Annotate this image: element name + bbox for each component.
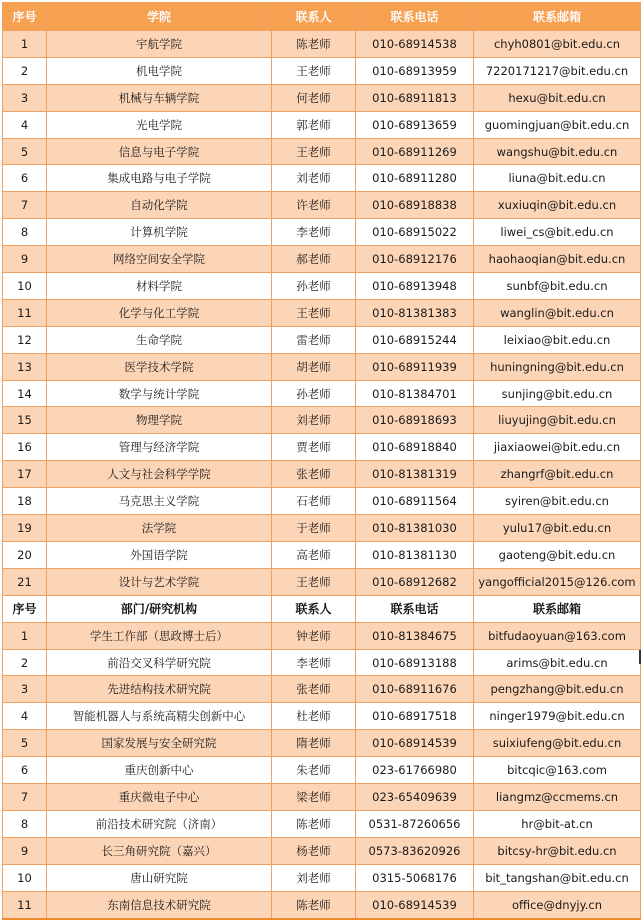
cell-contact: 张老师: [272, 461, 356, 488]
table-row: [3, 111, 641, 138]
cell-index: 17: [3, 461, 47, 488]
cell-unit: 材料学院: [47, 273, 272, 300]
table-row: [3, 84, 641, 111]
table-row: [3, 810, 641, 837]
table-row: [3, 138, 641, 165]
cell-unit: 国家发展与安全研究院: [47, 730, 272, 757]
header-phone: 联系电话: [356, 3, 474, 31]
cell-phone: 010-68915022: [356, 219, 474, 246]
cell-phone: 010-81384675: [356, 622, 474, 649]
cell-unit: 重庆微电子中心: [47, 784, 272, 811]
cell-contact: 刘老师: [272, 165, 356, 192]
cell-contact: 王老师: [272, 57, 356, 84]
cell-unit: 生命学院: [47, 326, 272, 353]
cell-unit: 前沿交叉科学研究院: [47, 649, 272, 676]
cell-email: yulu17@bit.edu.cn: [474, 515, 641, 542]
table-row: [3, 326, 641, 353]
cell-contact: 刘老师: [272, 864, 356, 891]
header-phone: 联系电话: [356, 595, 474, 622]
cell-email: gaoteng@bit.edu.cn: [474, 541, 641, 568]
cell-phone: 010-68911813: [356, 84, 474, 111]
cell-email: sunbf@bit.edu.cn: [474, 273, 641, 300]
cell-index: 9: [3, 246, 47, 273]
table-row: [3, 31, 641, 58]
cell-unit: 机电学院: [47, 57, 272, 84]
cell-email: office@dnyjy.cn: [474, 891, 641, 918]
cell-email: jiaxiaowei@bit.edu.cn: [474, 434, 641, 461]
cell-unit: 医学技术学院: [47, 353, 272, 380]
cell-unit: 计算机学院: [47, 219, 272, 246]
table-row: [3, 541, 641, 568]
header-index: 序号: [3, 3, 47, 31]
cell-phone: 010-68911676: [356, 676, 474, 703]
header-unit: 学院: [47, 3, 272, 31]
cell-phone: 010-68918693: [356, 407, 474, 434]
cell-contact: 许老师: [272, 192, 356, 219]
table-row: [3, 380, 641, 407]
cell-index: 4: [3, 703, 47, 730]
cell-index: 1: [3, 622, 47, 649]
cell-unit: 数学与统计学院: [47, 380, 272, 407]
cell-phone: 0573-83620926: [356, 837, 474, 864]
header-index: 序号: [3, 595, 47, 622]
cell-phone: 010-68911280: [356, 165, 474, 192]
cell-contact: 高老师: [272, 541, 356, 568]
cell-email: xuxiuqin@bit.edu.cn: [474, 192, 641, 219]
cell-contact: 钟老师: [272, 622, 356, 649]
cell-unit: 光电学院: [47, 111, 272, 138]
table-row: [3, 784, 641, 811]
cell-index: 1: [3, 31, 47, 58]
cell-index: 5: [3, 730, 47, 757]
cell-unit: 化学与化工学院: [47, 299, 272, 326]
cell-unit: 重庆创新中心: [47, 757, 272, 784]
table-row: [3, 649, 641, 676]
cell-unit: 网络空间安全学院: [47, 246, 272, 273]
cell-unit: 唐山研究院: [47, 864, 272, 891]
table-row: [3, 461, 641, 488]
table-row: [3, 219, 641, 246]
cell-email: guomingjuan@bit.edu.cn: [474, 111, 641, 138]
header-email: 联系邮箱: [474, 595, 641, 622]
table-row: [3, 246, 641, 273]
cell-contact: 陈老师: [272, 810, 356, 837]
cell-index: 21: [3, 568, 47, 595]
table-row: [3, 273, 641, 300]
cell-index: 7: [3, 784, 47, 811]
table-row: [3, 515, 641, 542]
cell-index: 5: [3, 138, 47, 165]
cell-contact: 李老师: [272, 219, 356, 246]
cell-phone: 0315-5068176: [356, 864, 474, 891]
cell-email: arims@bit.edu.cn: [474, 649, 641, 676]
cell-email: hr@bit-at.cn: [474, 810, 641, 837]
cell-phone: 010-68915244: [356, 326, 474, 353]
cell-unit: 前沿技术研究院（济南）: [47, 810, 272, 837]
cell-phone: 010-68911269: [356, 138, 474, 165]
cell-email: liuna@bit.edu.cn: [474, 165, 641, 192]
table-row: [3, 165, 641, 192]
table-row: [3, 568, 641, 595]
cell-email: pengzhang@bit.edu.cn: [474, 676, 641, 703]
table-row: [3, 864, 641, 891]
cell-unit: 物理学院: [47, 407, 272, 434]
cell-unit: 东南信息技术研究院: [47, 891, 272, 918]
text-cursor-mark: [639, 650, 641, 664]
cell-email: wangshu@bit.edu.cn: [474, 138, 641, 165]
table-row: [3, 676, 641, 703]
cell-contact: 杨老师: [272, 837, 356, 864]
cell-contact: 张老师: [272, 676, 356, 703]
cell-email: hexu@bit.edu.cn: [474, 84, 641, 111]
table-row: [3, 703, 641, 730]
cell-index: 8: [3, 219, 47, 246]
cell-phone: 010-81381130: [356, 541, 474, 568]
table-row: [3, 434, 641, 461]
table-row: [3, 730, 641, 757]
cell-phone: 010-68914539: [356, 730, 474, 757]
cell-index: 10: [3, 864, 47, 891]
cell-email: wanglin@bit.edu.cn: [474, 299, 641, 326]
cell-unit: 集成电路与电子学院: [47, 165, 272, 192]
cell-phone: 010-68917518: [356, 703, 474, 730]
cell-email: liuyujing@bit.edu.cn: [474, 407, 641, 434]
cell-phone: 010-68912682: [356, 568, 474, 595]
cell-index: 16: [3, 434, 47, 461]
cell-email: sunjing@bit.edu.cn: [474, 380, 641, 407]
cell-unit: 马克思主义学院: [47, 488, 272, 515]
cell-phone: 0531-87260656: [356, 810, 474, 837]
cell-index: 13: [3, 353, 47, 380]
cell-contact: 贾老师: [272, 434, 356, 461]
cell-email: haohaoqian@bit.edu.cn: [474, 246, 641, 273]
cell-phone: 010-68913959: [356, 57, 474, 84]
cell-phone: 010-68914539: [356, 891, 474, 918]
cell-contact: 孙老师: [272, 273, 356, 300]
cell-unit: 外国语学院: [47, 541, 272, 568]
cell-index: 19: [3, 515, 47, 542]
cell-contact: 隋老师: [272, 730, 356, 757]
cell-phone: 010-68913188: [356, 649, 474, 676]
cell-email: bit_tangshan@bit.edu.cn: [474, 864, 641, 891]
cell-unit: 管理与经济学院: [47, 434, 272, 461]
cell-contact: 梁老师: [272, 784, 356, 811]
cell-unit: 法学院: [47, 515, 272, 542]
table-row: [3, 299, 641, 326]
cell-contact: 郭老师: [272, 111, 356, 138]
cell-unit: 机械与车辆学院: [47, 84, 272, 111]
cell-email: liwei_cs@bit.edu.cn: [474, 219, 641, 246]
cell-phone: 010-68918838: [356, 192, 474, 219]
cell-index: 9: [3, 837, 47, 864]
table-row: [3, 488, 641, 515]
cell-unit: 宇航学院: [47, 31, 272, 58]
cell-contact: 雷老师: [272, 326, 356, 353]
cell-contact: 孙老师: [272, 380, 356, 407]
cell-phone: 010-68912176: [356, 246, 474, 273]
cell-email: ninger1979@bit.edu.cn: [474, 703, 641, 730]
cell-index: 7: [3, 192, 47, 219]
cell-index: 3: [3, 84, 47, 111]
cell-unit: 先进结构技术研究院: [47, 676, 272, 703]
cell-unit: 长三角研究院（嘉兴）: [47, 837, 272, 864]
table-row: [3, 353, 641, 380]
table-row: [3, 837, 641, 864]
cell-contact: 杜老师: [272, 703, 356, 730]
cell-contact: 王老师: [272, 568, 356, 595]
header-contact: 联系人: [272, 3, 356, 31]
header-contact: 联系人: [272, 595, 356, 622]
cell-index: 11: [3, 891, 47, 918]
cell-phone: 023-65409639: [356, 784, 474, 811]
table-row: [3, 192, 641, 219]
cell-contact: 于老师: [272, 515, 356, 542]
cell-contact: 陈老师: [272, 31, 356, 58]
cell-phone: 010-81381383: [356, 299, 474, 326]
cell-email: syiren@bit.edu.cn: [474, 488, 641, 515]
cell-contact: 何老师: [272, 84, 356, 111]
cell-email: chyh0801@bit.edu.cn: [474, 31, 641, 58]
cell-index: 18: [3, 488, 47, 515]
table-row: [3, 407, 641, 434]
cell-index: 11: [3, 299, 47, 326]
cell-index: 2: [3, 57, 47, 84]
cell-contact: 李老师: [272, 649, 356, 676]
cell-email: zhangrf@bit.edu.cn: [474, 461, 641, 488]
contact-table: [2, 2, 641, 920]
cell-unit: 人文与社会科学学院: [47, 461, 272, 488]
cell-contact: 胡老师: [272, 353, 356, 380]
cell-phone: 023-61766980: [356, 757, 474, 784]
cell-index: 4: [3, 111, 47, 138]
cell-index: 20: [3, 541, 47, 568]
table-row: [3, 622, 641, 649]
cell-contact: 陈老师: [272, 891, 356, 918]
cell-unit: 自动化学院: [47, 192, 272, 219]
cell-index: 2: [3, 649, 47, 676]
cell-phone: 010-81384701: [356, 380, 474, 407]
cell-index: 3: [3, 676, 47, 703]
cell-index: 8: [3, 810, 47, 837]
cell-phone: 010-68911939: [356, 353, 474, 380]
table-row: [3, 891, 641, 918]
cell-email: liangmz@ccmems.cn: [474, 784, 641, 811]
table-row: [3, 57, 641, 84]
colleges-header-row: [3, 3, 641, 31]
cell-contact: 王老师: [272, 299, 356, 326]
cell-unit: 学生工作部（思政博士后）: [47, 622, 272, 649]
cell-index: 15: [3, 407, 47, 434]
cell-index: 14: [3, 380, 47, 407]
institutes-header-row: [3, 595, 641, 622]
cell-index: 12: [3, 326, 47, 353]
cell-phone: 010-68913948: [356, 273, 474, 300]
cell-phone: 010-68914538: [356, 31, 474, 58]
cell-email: yangofficial2015@126.com: [474, 568, 641, 595]
cell-contact: 石老师: [272, 488, 356, 515]
cell-phone: 010-68913659: [356, 111, 474, 138]
cell-contact: 朱老师: [272, 757, 356, 784]
cell-contact: 刘老师: [272, 407, 356, 434]
cell-email: leixiao@bit.edu.cn: [474, 326, 641, 353]
header-email: 联系邮箱: [474, 3, 641, 31]
cell-index: 6: [3, 165, 47, 192]
header-unit: 部门/研究机构: [47, 595, 272, 622]
cell-index: 10: [3, 273, 47, 300]
cell-phone: 010-81381030: [356, 515, 474, 542]
cell-email: huningning@bit.edu.cn: [474, 353, 641, 380]
cell-email: 7220171217@bit.edu.cn: [474, 57, 641, 84]
cell-contact: 郝老师: [272, 246, 356, 273]
cell-unit: 信息与电子学院: [47, 138, 272, 165]
cell-phone: 010-68911564: [356, 488, 474, 515]
cell-index: 6: [3, 757, 47, 784]
cell-unit: 智能机器人与系统高精尖创新中心: [47, 703, 272, 730]
cell-phone: 010-81381319: [356, 461, 474, 488]
cell-email: suixiufeng@bit.edu.cn: [474, 730, 641, 757]
table-row: [3, 757, 641, 784]
cell-email: bitcsy-hr@bit.edu.cn: [474, 837, 641, 864]
cell-contact: 王老师: [272, 138, 356, 165]
cell-unit: 设计与艺术学院: [47, 568, 272, 595]
cell-email: bitcqic@163.com: [474, 757, 641, 784]
cell-email: bitfudaoyuan@163.com: [474, 622, 641, 649]
cell-phone: 010-68918840: [356, 434, 474, 461]
